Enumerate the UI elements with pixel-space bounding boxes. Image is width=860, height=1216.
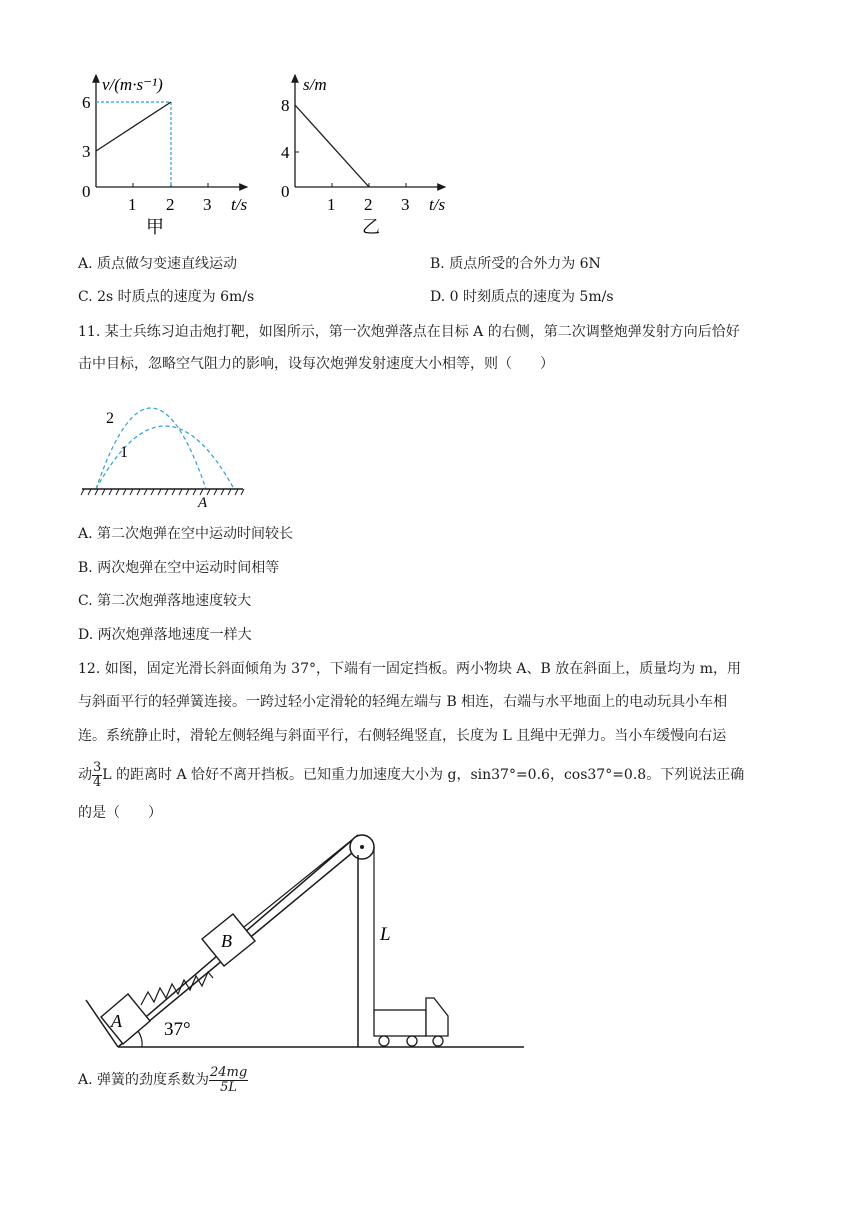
q12-option-a-prefix: A. 弹簧的劲度系数为	[78, 1072, 210, 1088]
graph-caption: 甲	[146, 217, 164, 237]
block-b	[202, 914, 255, 966]
velocity-line	[96, 102, 171, 151]
y-tick-3: 3	[82, 142, 91, 161]
y-tick-6: 6	[82, 93, 91, 112]
ground-hatch	[81, 489, 244, 495]
y-axis-label: s/m	[303, 75, 327, 94]
rope-along-incline	[244, 835, 358, 927]
y-tick-8: 8	[281, 96, 290, 115]
x-tick-1: 1	[327, 195, 336, 214]
q12-option-a	[78, 1062, 248, 1098]
y-tick-0: 0	[82, 182, 91, 201]
x-tick-3: 3	[401, 195, 410, 214]
y-tick-4: 4	[281, 143, 290, 162]
q10-option-c: C. 2s 时质点的速度为 6m/s	[78, 289, 255, 305]
displacement-line	[295, 105, 369, 187]
trajectory-label-2: 2	[106, 410, 114, 427]
x-tick-1: 1	[128, 195, 137, 214]
rope-length-label: L	[380, 924, 391, 945]
q12-line4-suffix: L 的距离时 A 恰好不离开挡板。已知重力加速度大小为 g，sin37°=0.6，cos37°=0.8。下列说法正确	[102, 767, 745, 783]
q11-option-b: B. 两次炮弹在空中运动时间相等	[78, 560, 280, 576]
angle-arc	[138, 1031, 142, 1047]
graph-yi	[275, 65, 460, 245]
x-axis-label: t/s	[429, 195, 446, 214]
svg-text:A: A	[111, 1011, 122, 1031]
x-tick-3: 3	[203, 195, 212, 214]
target-label: A	[198, 495, 208, 510]
angle-label: 37°	[164, 1019, 191, 1040]
toy-car	[374, 998, 448, 1046]
trajectory-1	[96, 426, 234, 489]
q12-stem-line5: 的是（ ）	[78, 805, 162, 821]
q12-stem-line1: 12. 如图，固定光滑长斜面倾角为 37°，下端有一固定挡板。两小物块 A、B 放在斜面上，质量均为 m，用	[78, 661, 742, 677]
q12-stem-line3: 连。系统静止时，滑轮左侧轻绳与斜面平行，右侧轻绳竖直，长度为 L 且绳中无弹力。当小车缓慢向右运	[78, 728, 727, 744]
q11-trajectory-figure	[78, 385, 253, 510]
q11-stem-line1: 11. 某士兵练习迫击炮打靶，如图所示，第一次炮弹落点在目标 A 的右侧，第二次调整炮弹发射方向后恰好	[78, 324, 740, 340]
x-tick-2: 2	[364, 195, 373, 214]
trajectory-label-1: 1	[120, 444, 128, 461]
fraction-numerator: 3	[93, 759, 102, 775]
x-axis-label: t/s	[231, 195, 248, 214]
fraction-spring-constant	[209, 1066, 248, 1095]
fraction-denominator: 5L	[220, 1079, 238, 1095]
q11-option-d: D. 两次炮弹落地速度一样大	[78, 627, 252, 643]
fraction-three-quarters	[92, 761, 102, 790]
x-tick-2: 2	[166, 195, 175, 214]
q10-option-d: D. 0 时刻质点的速度为 5m/s	[430, 289, 614, 305]
graph-jia	[75, 65, 260, 245]
q11-option-a: A. 第二次炮弹在空中运动时间较长	[78, 526, 294, 542]
svg-text:B: B	[221, 931, 232, 951]
q11-stem-line2: 击中目标，忽略空气阻力的影响，设每次炮弹发射速度大小相等，则（ ）	[78, 356, 554, 372]
fraction-numerator: 24mg	[210, 1064, 248, 1080]
y-axis-label: v/(m·s⁻¹)	[102, 75, 163, 94]
q12-line4-prefix: 动	[78, 767, 92, 783]
q12-stem-line2: 与斜面平行的轻弹簧连接。一跨过轻小定滑轮的轻绳左端与 B 相连，右端与水平地面上的电动玩具小车相	[78, 694, 728, 710]
q10-option-b: B. 质点所受的合外力为 6N	[430, 256, 601, 272]
y-tick-0: 0	[281, 182, 290, 201]
q12-stem-line4	[78, 757, 744, 793]
fraction-denominator: 4	[93, 774, 102, 790]
q11-option-c: C. 第二次炮弹落地速度较大	[78, 593, 252, 609]
graph-caption: 乙	[362, 217, 380, 237]
q10-option-a: A. 质点做匀变速直线运动	[78, 256, 238, 272]
q12-incline-figure	[78, 830, 538, 1060]
